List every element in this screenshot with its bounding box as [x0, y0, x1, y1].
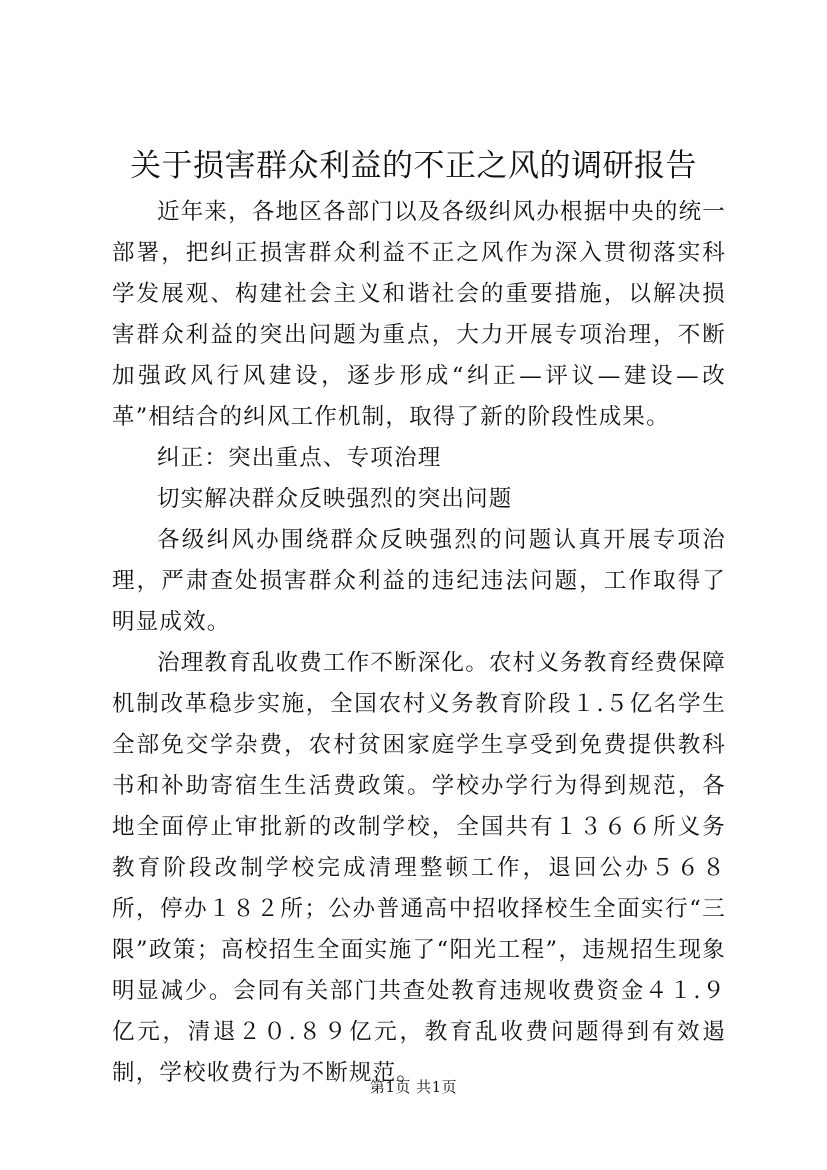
- subsection-heading: 切实解决群众反映强烈的突出问题: [157, 486, 513, 512]
- document-title: 关于损害群众利益的不正之风的调研报告: [130, 148, 697, 184]
- paragraph-summary: 各级纠风办围绕群众反映强烈的问题认真开展专项治理，严肃查处损害群众利益的违纪违法问题，工作取得了明显成效。: [112, 527, 726, 635]
- section-heading: 纠正：突出重点、专项治理: [157, 445, 442, 471]
- paragraph-education-fees: 治理教育乱收费工作不断深化。农村义务教育经费保障机制改革稳步实施，全国农村义务教育阶段１.５亿名学生全部免交学杂费，农村贫困家庭学生享受到免费提供教科书和补助寄宿生生活费政策。学校办学行为得到规范，各地全面停止审批新的改制学校，全国共有１３６６所义务教育阶段改制学校完成清理整顿工作，退回公办５６８所，停办１８２所；公办普通高中招收择校生全面实行“三限”政策；高校招生全面实施了“阳光工程”，违规招生现象明显减少。会同有关部门共查处教育违规收费资金４１.９亿元，清退２０.８９亿元，教育乱收费问题得到有效遏制，学校收费行为不断规范。: [112, 650, 726, 1086]
- document-body: [112, 192, 726, 1094]
- page-footer: 第1页 共1页: [369, 1078, 458, 1096]
- paragraph-intro: 近年来，各地区各部门以及各级纠风办根据中央的统一部署，把纠正损害群众利益不正之风作为深入贯彻落实科学发展观、构建社会主义和谐社会的重要措施，以解决损害群众利益的突出问题为重点，大力开展专项治理，不断加强政风行风建设，逐步形成“纠正—评议—建设—改革”相结合的纠风工作机制，取得了新的阶段性成果。: [112, 199, 726, 430]
